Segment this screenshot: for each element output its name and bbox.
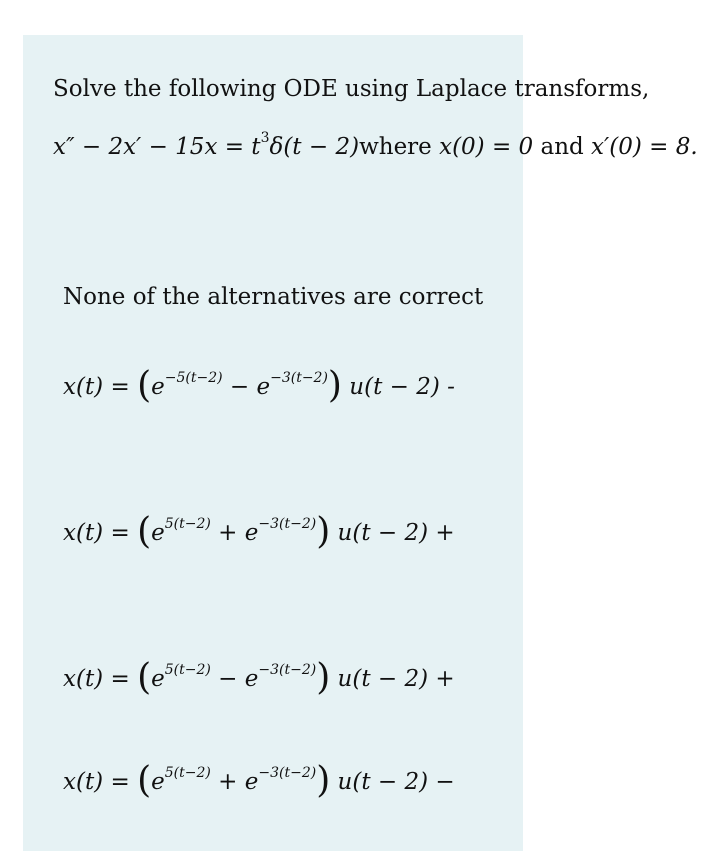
question-equation: [53, 130, 720, 164]
option-prefix: x(t) =: [63, 666, 138, 692]
option-exponent2: −3(t−2): [258, 516, 317, 533]
option-suffix: u(t − 2) −: [330, 769, 455, 795]
equation-lhs: x″ − 2x′ − 15x = t: [53, 134, 261, 160]
option-term2: e: [244, 769, 259, 795]
option-prefix: x(t) =: [63, 769, 138, 795]
option-term1: e: [151, 666, 165, 692]
equation-exponent: 3: [260, 130, 270, 147]
option-exponent1: −5(t−2): [164, 370, 223, 387]
option-exponent1: 5(t−2): [164, 516, 211, 533]
option-exponent2: −3(t−2): [258, 765, 317, 782]
right-paren: ): [316, 760, 331, 801]
equation-where: where: [359, 134, 432, 160]
option-term2: e: [244, 520, 259, 546]
option-exponent2: −3(t−2): [270, 370, 328, 387]
initial-condition-2: x′(0) = 8.: [591, 134, 698, 160]
option-term1: e: [151, 769, 165, 795]
option-term1: e: [151, 520, 165, 546]
option-term2: e: [256, 374, 271, 400]
left-paren: (: [137, 760, 152, 801]
option-exponent2: −3(t−2): [258, 662, 317, 679]
right-paren: ): [327, 365, 342, 406]
option-operator: +: [210, 769, 245, 795]
option-label: None of the alternatives are correct: [63, 284, 484, 310]
option-suffix: u(t − 2) +: [330, 666, 455, 692]
option-4[interactable]: [63, 760, 455, 801]
equation-and: and: [540, 134, 584, 160]
option-exponent1: 5(t−2): [164, 662, 211, 679]
option-suffix: u(t − 2) +: [330, 520, 455, 546]
option-prefix: x(t) =: [63, 520, 138, 546]
option-prefix: x(t) =: [63, 374, 138, 400]
option-term2: e: [244, 666, 259, 692]
option-none-correct[interactable]: [63, 280, 483, 314]
option-operator: +: [210, 520, 245, 546]
question-intro: Solve the following ODE using Laplace transforms,: [53, 76, 650, 102]
option-exponent1: 5(t−2): [164, 765, 211, 782]
option-suffix: u(t − 2) -: [341, 374, 455, 400]
option-1[interactable]: [63, 365, 455, 406]
equation-rhs: δ(t − 2): [269, 134, 360, 160]
option-operator: −: [210, 666, 245, 692]
right-paren: ): [316, 511, 331, 552]
question-text: [53, 72, 720, 164]
option-3[interactable]: [63, 657, 455, 698]
left-paren: (: [137, 365, 152, 406]
left-paren: (: [137, 511, 152, 552]
right-paren: ): [316, 657, 331, 698]
option-term1: e: [151, 374, 165, 400]
option-operator: −: [222, 374, 257, 400]
option-2[interactable]: [63, 511, 455, 552]
left-paren: (: [137, 657, 152, 698]
initial-condition-1: x(0) = 0: [439, 134, 534, 160]
